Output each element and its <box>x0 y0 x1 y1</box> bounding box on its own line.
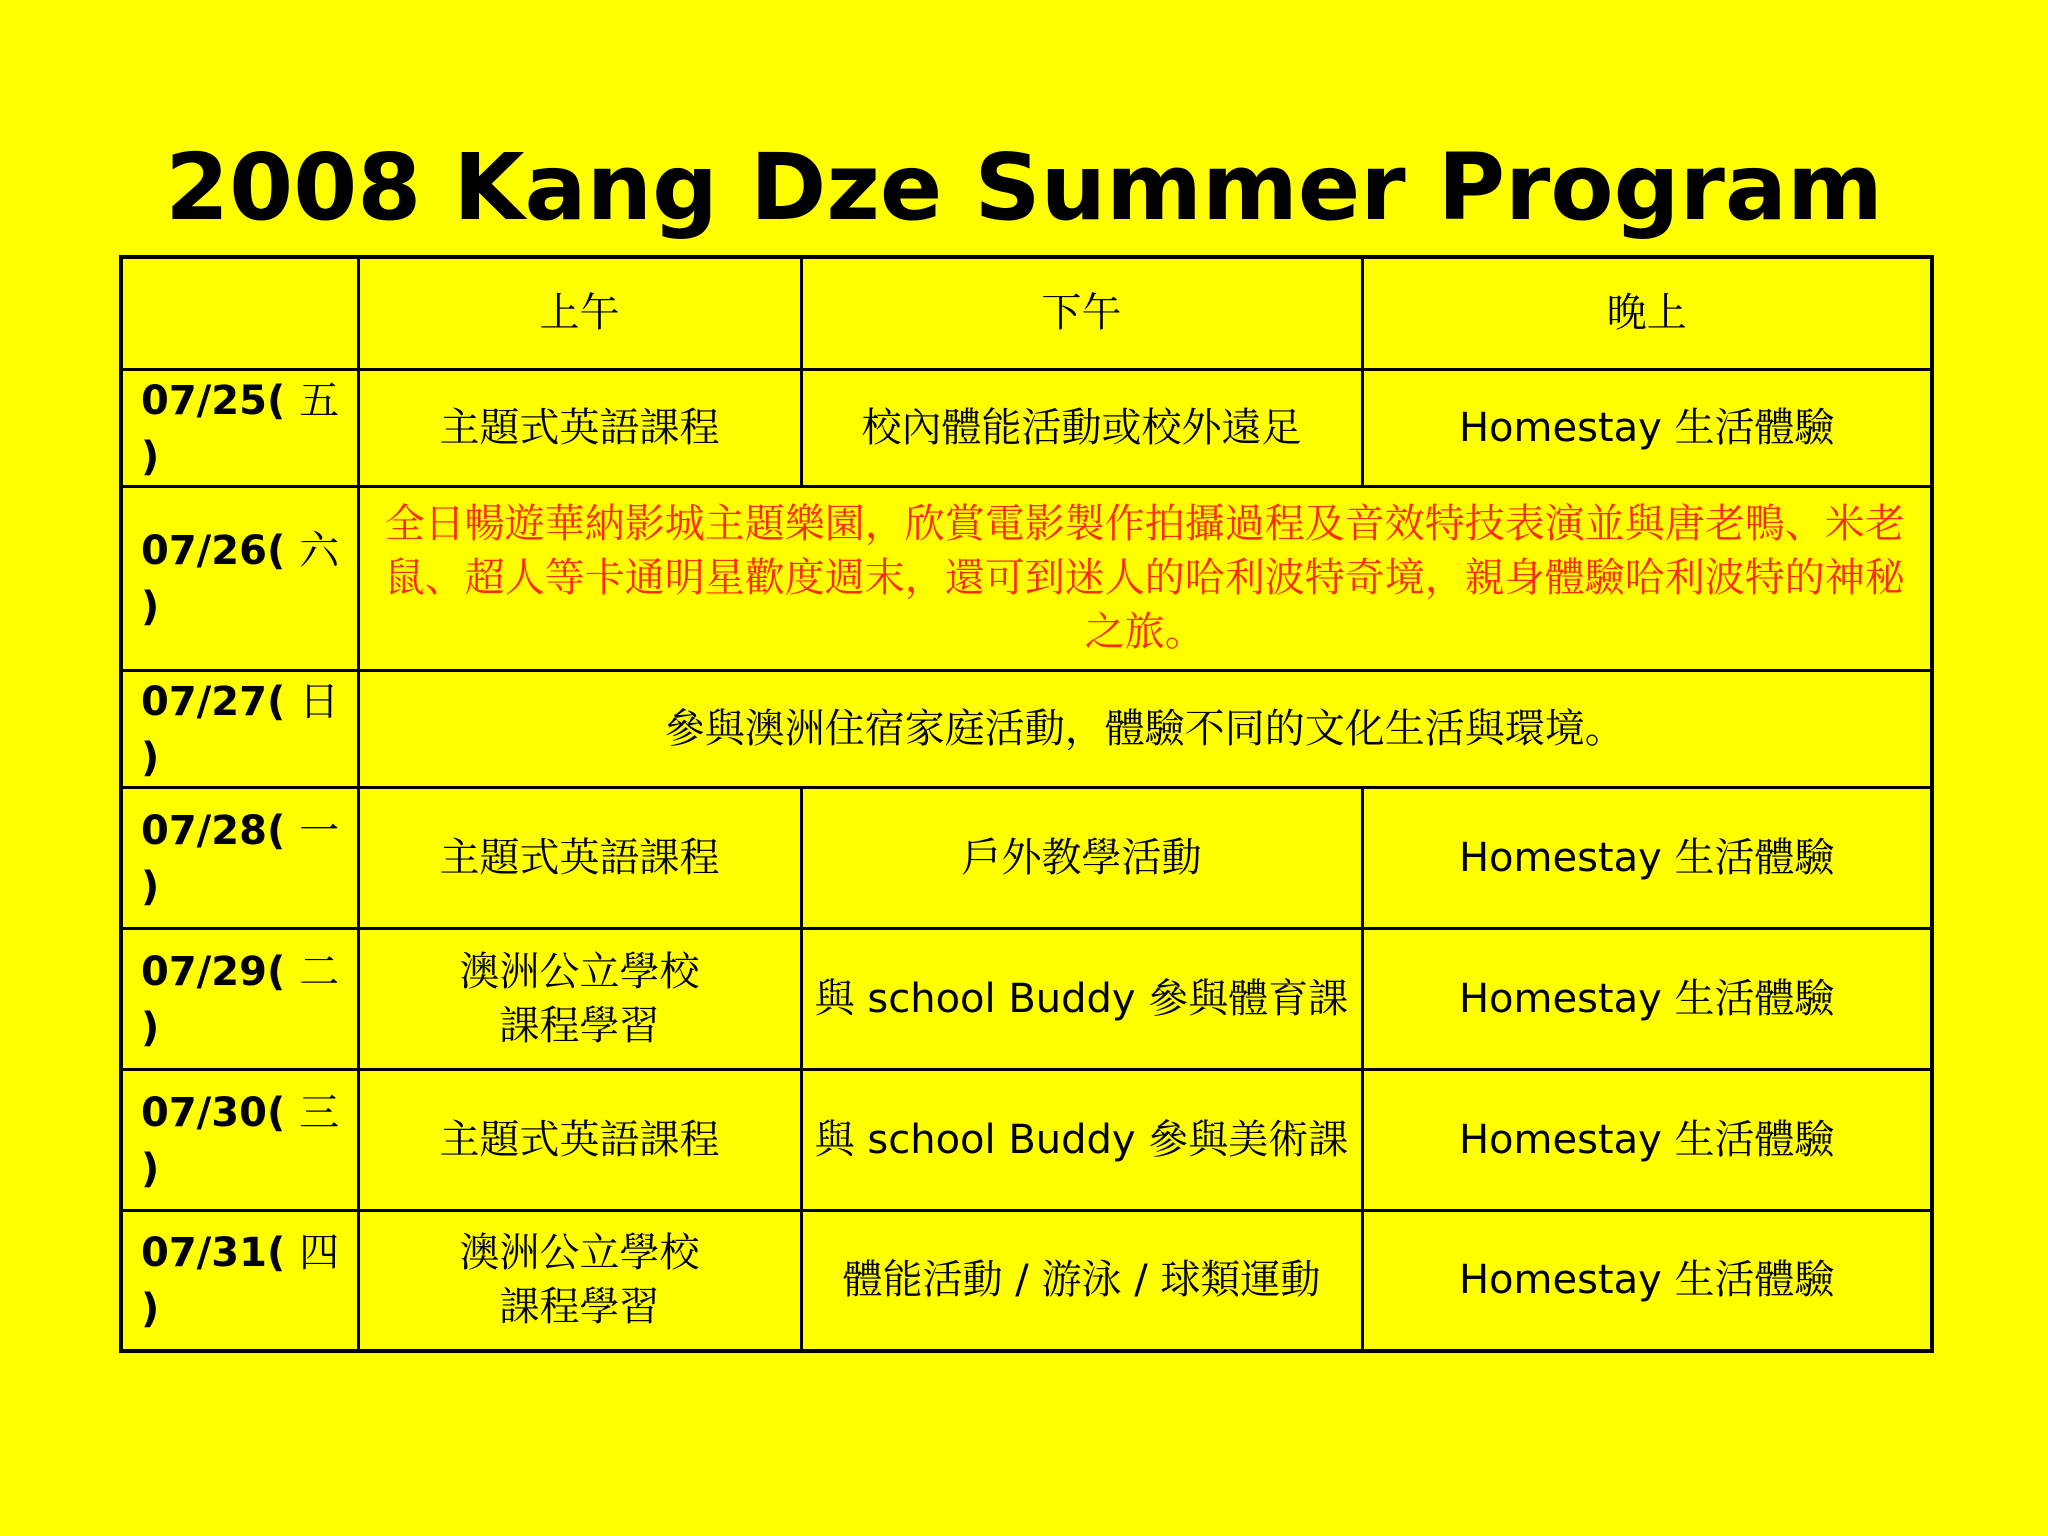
evening-cell: Homestay 生活體驗 <box>1362 1210 1932 1351</box>
date-close: ) <box>141 734 160 781</box>
header-morning: 上午 <box>358 257 801 369</box>
evening-cell: Homestay 生活體驗 <box>1362 1069 1932 1210</box>
fullday-activity-cell: 參與澳洲住宿家庭活動，體驗不同的文化生活與環境。 <box>358 670 1932 787</box>
date-cell <box>121 1210 358 1351</box>
fullday-activity-cell: 全日暢遊華納影城主題樂園，欣賞電影製作拍攝過程及音效特技表演並與唐老鴨、米老鼠、超人等卡通明星歡度週末，還可到迷人的哈利波特奇境，親身體驗哈利波特的神秘之旅。 <box>358 486 1932 670</box>
table-row <box>121 486 1932 670</box>
table-row <box>121 369 1932 486</box>
date-label: 07/28( <box>141 807 286 854</box>
morning-cell: 主題式英語課程 <box>358 369 801 486</box>
date-cell <box>121 787 358 928</box>
morning-line: 課程學習 <box>499 1002 660 1049</box>
afternoon-cell: 體能活動 / 游泳 / 球類運動 <box>801 1210 1362 1351</box>
evening-cell: Homestay 生活體驗 <box>1362 369 1932 486</box>
date-close: ) <box>141 584 160 630</box>
date-close: ) <box>141 1286 160 1333</box>
date-label: 07/27( <box>141 678 286 725</box>
page-title: 2008 Kang Dze Summer Program <box>165 134 1883 241</box>
evening-cell: Homestay 生活體驗 <box>1362 928 1932 1069</box>
header-afternoon: 下午 <box>801 257 1362 369</box>
date-label: 07/30( <box>141 1089 286 1136</box>
afternoon-cell: 戶外教學活動 <box>801 787 1362 928</box>
morning-line: 澳洲公立學校 <box>459 1230 700 1277</box>
date-label: 07/31( <box>141 1230 286 1277</box>
morning-line: 課程學習 <box>499 1284 660 1331</box>
table-row <box>121 928 1932 1069</box>
afternoon-cell: 校內體能活動或校外遠足 <box>801 369 1362 486</box>
header-blank-cell <box>121 257 358 369</box>
schedule-table <box>119 255 1934 1353</box>
morning-line: 澳洲公立學校 <box>459 948 700 995</box>
evening-cell: Homestay 生活體驗 <box>1362 787 1932 928</box>
weekday-label: 五 <box>299 377 340 424</box>
date-cell <box>121 670 358 787</box>
date-label: 07/25( <box>141 377 286 424</box>
table-row <box>121 670 1932 787</box>
weekday-label: 二 <box>299 948 340 995</box>
weekday-label: 三 <box>299 1089 340 1136</box>
date-cell <box>121 928 358 1069</box>
afternoon-cell: 與 school Buddy 參與美術課 <box>801 1069 1362 1210</box>
date-label: 07/29( <box>141 948 286 995</box>
morning-cell: 主題式英語課程 <box>358 1069 801 1210</box>
morning-cell <box>358 1210 801 1351</box>
afternoon-cell: 與 school Buddy 參與體育課 <box>801 928 1362 1069</box>
morning-cell <box>358 928 801 1069</box>
weekday-label: 日 <box>299 678 340 725</box>
weekday-label: 四 <box>299 1230 340 1277</box>
date-close: ) <box>141 863 160 910</box>
date-label: 07/26( <box>141 528 286 574</box>
table-row <box>121 787 1932 928</box>
table-row <box>121 1210 1932 1351</box>
date-cell <box>121 486 358 670</box>
date-cell <box>121 369 358 486</box>
date-close: ) <box>141 433 160 480</box>
date-cell <box>121 1069 358 1210</box>
date-close: ) <box>141 1004 160 1051</box>
morning-cell: 主題式英語課程 <box>358 787 801 928</box>
header-row <box>121 257 1932 369</box>
table-row <box>121 1069 1932 1210</box>
weekday-label: 六 <box>299 528 340 574</box>
date-close: ) <box>141 1145 160 1192</box>
weekday-label: 一 <box>299 807 340 854</box>
header-evening: 晚上 <box>1362 257 1932 369</box>
